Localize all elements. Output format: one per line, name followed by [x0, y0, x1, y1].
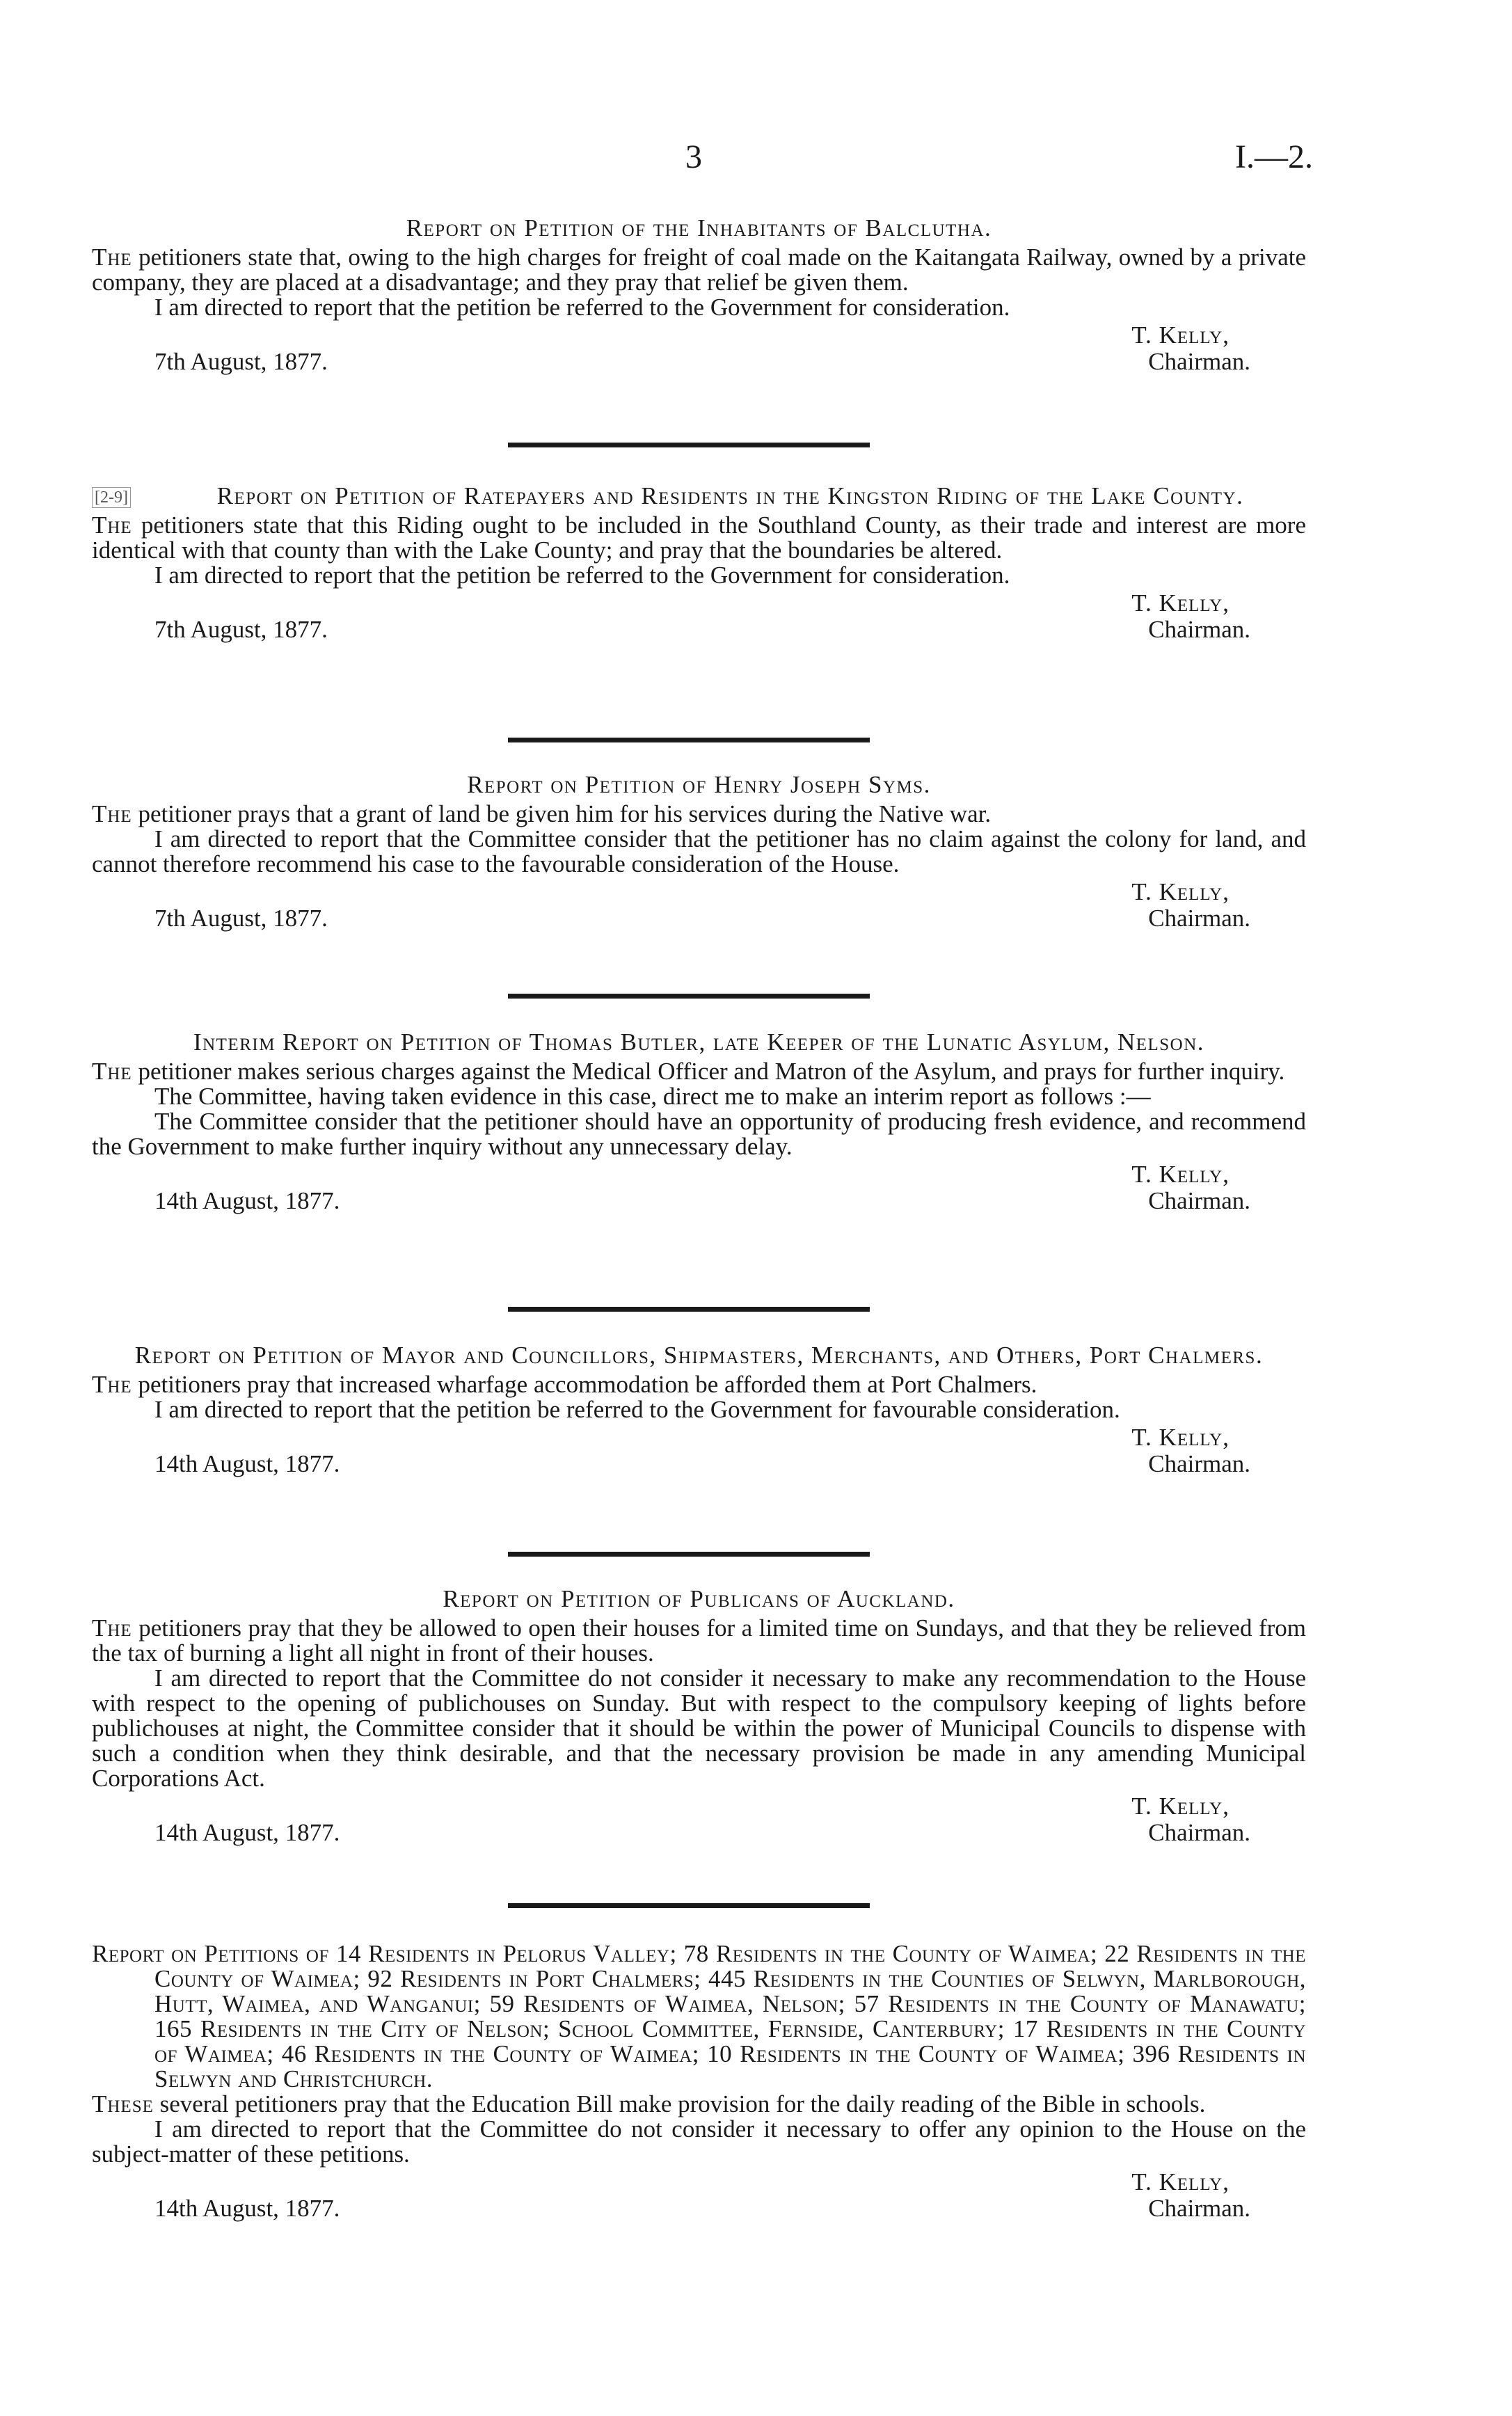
section-henry-joseph-syms — [92, 772, 1306, 932]
report-date: 14th August, 1877. — [154, 1450, 340, 1477]
section-paragraph — [92, 1616, 1306, 1666]
paragraph-text: petitioner prays that a grant of land be given him for his services during the Native war. — [132, 800, 992, 827]
report-date: 7th August, 1877. — [154, 348, 328, 375]
section-heading: Report on Petition of Publicans of Auckland. — [443, 1585, 955, 1612]
signature-block — [92, 1159, 1306, 1215]
signatory-role: Chairman. — [1148, 348, 1250, 375]
signature-block — [92, 320, 1306, 376]
report-date: 14th August, 1877. — [154, 1819, 340, 1846]
paragraph-text: several petitioners pray that the Education Bill make provision for the daily reading of the Bible in schools. — [153, 2090, 1206, 2117]
report-date: 14th August, 1877. — [154, 1187, 340, 1214]
section-publicans-auckland — [92, 1587, 1306, 1847]
section-heading: Report on Petition of Henry Joseph Syms. — [467, 771, 931, 798]
section-paragraph: I am directed to report that the Committee consider that the petitioner has no claim against the colony for land, and cannot therefore recommend his case to the favourable consideration of the House. — [92, 825, 1306, 877]
section-paragraph — [92, 245, 1306, 295]
signatory-role: Chairman. — [1148, 1187, 1250, 1214]
signatory-name: T. Kelly, — [1131, 1161, 1230, 1188]
signatory-role: Chairman. — [1148, 1819, 1250, 1846]
section-divider — [508, 994, 870, 999]
section-heading: Report on Petition of the Inhabitants of Balclutha. — [406, 214, 992, 241]
signatory-name: T. Kelly, — [1131, 2168, 1230, 2195]
section-thomas-butler — [92, 1030, 1306, 1215]
section-paragraph — [92, 1059, 1306, 1084]
paragraph-text: petitioner makes serious charges against the Medical Officer and Matron of the Asylum, and prays for further inquiry. — [132, 1058, 1285, 1085]
signatory-name: T. Kelly, — [1131, 589, 1230, 617]
signatory-role: Chairman. — [1148, 905, 1250, 932]
signatory-role: Chairman. — [1148, 1450, 1250, 1477]
section-education-bill-petitions — [92, 1941, 1306, 2223]
section-heading: Report on Petitions of 14 Residents in Pelorus Valley; 78 Residents in the County of Waimea; 22 Residents in the County of Waimea; 92 Residents in Port Chalmers; 445 Residents in the Counties of Selwyn, Marlborough, Hutt, Waimea, and Wanganui; 59 Residents of Waimea, Nelson; 57 Residents in the County of Manawatu; 165 Residents in the City of Nelson; School Committee, Fernside, Canterbury; 17 Residents in the County of Waimea; 46 Residents in the County of Waimea; 10 Residents in the County of Waimea; 396 Residents in Selwyn and Christchurch. — [92, 1940, 1306, 2092]
section-divider — [508, 738, 870, 742]
section-paragraph: I am directed to report that the Committee do not consider it necessary to make any recommendation to the House with respect to the opening of publichouses on Sunday. But with respect to the compulsory keeping of lights before publichouses at night, the Committee consider that it should be within the power of Municipal Councils to dispense with such a condition when they think desirable, and that the necessary provision be made in any amending Municipal Corporations Act. — [92, 1664, 1306, 1792]
lead-word: These — [92, 2090, 154, 2117]
section-paragraph: The Committee, having taken evidence in this case, direct me to make an interim report as follows :— — [154, 1083, 1151, 1110]
lead-word: The — [92, 244, 132, 271]
signature-block — [92, 877, 1306, 932]
signature-block — [92, 2167, 1306, 2223]
section-divider — [508, 1552, 870, 1557]
report-date: 7th August, 1877. — [154, 905, 328, 932]
page-number: 3 — [685, 138, 702, 175]
signatory-name: T. Kelly, — [1131, 1793, 1230, 1820]
section-divider — [508, 1307, 870, 1312]
section-paragraph: I am directed to report that the Committee do not consider it necessary to offer any opinion to the House on the subject-matter of these petitions. — [92, 2115, 1306, 2168]
signatory-role: Chairman. — [1148, 616, 1250, 643]
section-paragraph — [92, 802, 1306, 827]
signature-block — [92, 588, 1306, 644]
section-heading: Report on Petition of Ratepayers and Residents in the Kingston Riding of the Lake County. — [216, 482, 1244, 509]
report-date: 7th August, 1877. — [154, 616, 328, 643]
section-kingston-riding — [92, 484, 1306, 644]
section-paragraph — [92, 1372, 1306, 1397]
section-paragraph — [92, 513, 1306, 563]
lead-word: The — [92, 1058, 132, 1085]
section-balclutha — [92, 216, 1306, 376]
section-paragraph — [92, 2092, 1306, 2117]
section-heading: Interim Report on Petition of Thomas Butler, late Keeper of the Lunatic Asylum, Nelson. — [193, 1028, 1205, 1056]
signatory-name: T. Kelly, — [1131, 878, 1230, 905]
signatory-name: T. Kelly, — [1131, 321, 1230, 349]
document-reference: I.—2. — [1235, 138, 1313, 175]
signatory-role: Chairman. — [1148, 2195, 1250, 2222]
section-port-chalmers — [92, 1343, 1306, 1478]
section-paragraph: I am directed to report that the petition be referred to the Government for consideration. — [154, 562, 1010, 589]
paragraph-text: petitioners pray that they be allowed to open their houses for a limited time on Sundays, and that they be relieved from the tax of burning a light all night in front of their houses. — [92, 1614, 1306, 1667]
paragraph-text: petitioners pray that increased wharfage accommodation be afforded them at Port Chalmers. — [132, 1371, 1037, 1398]
section-divider — [508, 1903, 870, 1908]
paragraph-text: petitioners state that this Riding ought to be included in the Southland County, as their trade and interest are more identical with that county than with the Lake County; and pray that the boundaries be altered. — [92, 511, 1306, 564]
lead-word: The — [92, 800, 132, 827]
margin-mark: [2-9] — [92, 487, 131, 508]
report-date: 14th August, 1877. — [154, 2195, 340, 2222]
signatory-name: T. Kelly, — [1131, 1424, 1230, 1451]
signature-block — [92, 1791, 1306, 1847]
lead-word: The — [92, 1614, 132, 1642]
section-heading: Report on Petition of Mayor and Councillors, Shipmasters, Merchants, and Others, Port Chalmers. — [134, 1342, 1264, 1369]
section-paragraph: I am directed to report that the petition be referred to the Government for consideration. — [154, 294, 1010, 321]
lead-word: The — [92, 511, 132, 539]
section-divider — [508, 443, 870, 447]
signature-block — [92, 1422, 1306, 1478]
section-paragraph: I am directed to report that the petition be referred to the Government for favourable consideration. — [154, 1396, 1120, 1423]
section-paragraph: The Committee consider that the petitioner should have an opportunity of producing fresh evidence, and recommend the Government to make further inquiry without any unnecessary delay. — [92, 1108, 1306, 1160]
paragraph-text: petitioners state that, owing to the high charges for freight of coal made on the Kaitangata Railway, owned by a private company, they are placed at a disadvantage; and they pray that relief be given them. — [92, 244, 1306, 296]
lead-word: The — [92, 1371, 132, 1398]
